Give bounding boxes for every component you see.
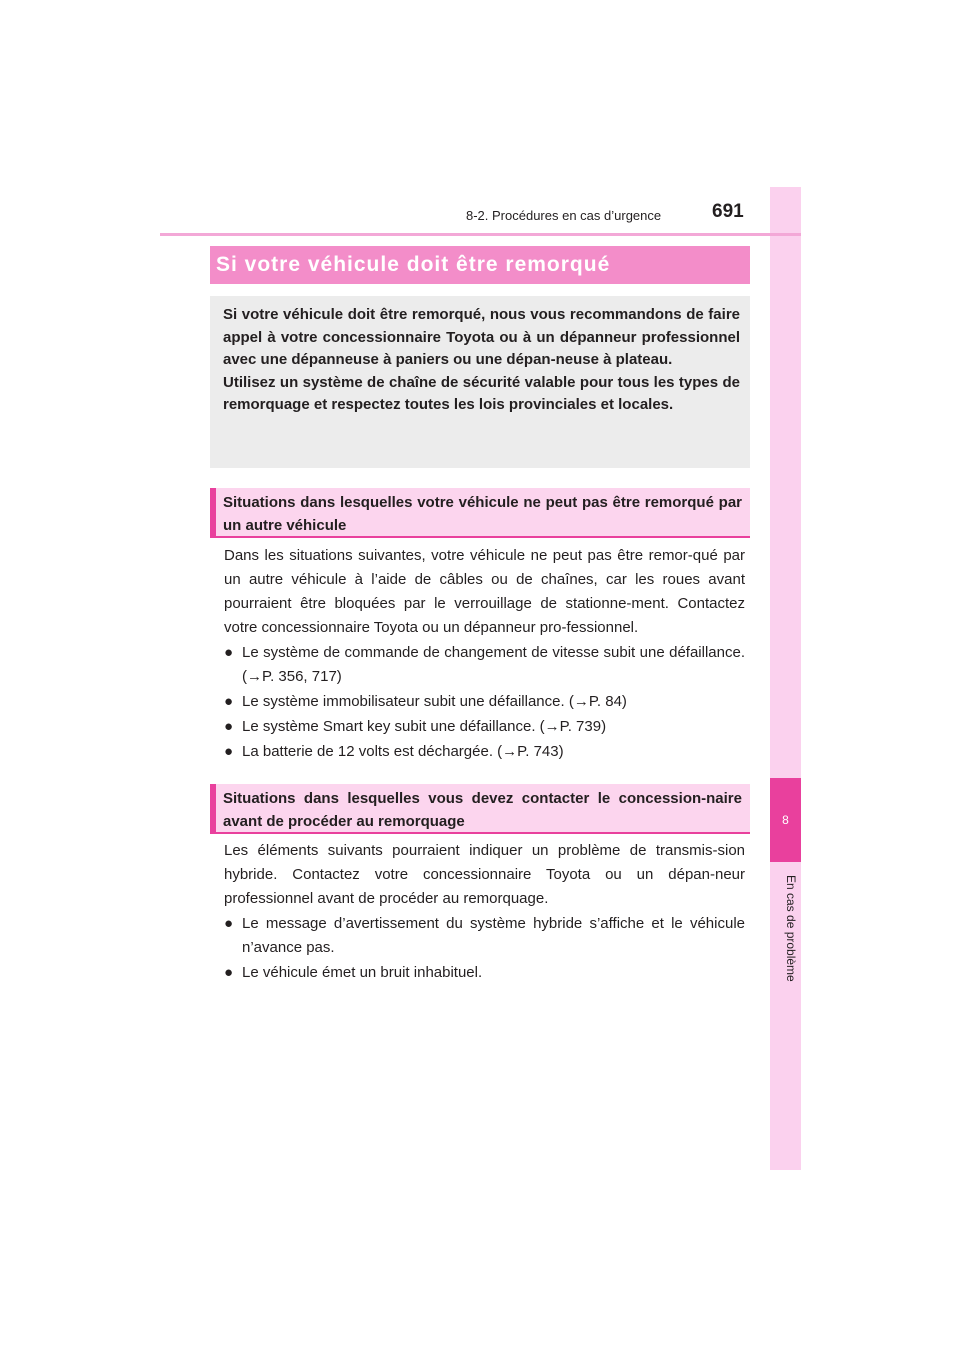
page-title: Si votre véhicule doit être remorqué [210,246,750,284]
list-item: ● Le système Smart key subit une défaillance. (→P. 739) [224,715,745,739]
bullet-list-1 [224,641,745,764]
intro-paragraph-2: Utilisez un système de chaîne de sécurité valable pour tous les types de remorquage et respectez toutes les lois provinciales et locales. [223,373,740,413]
bullet-icon: ● [224,964,234,981]
header-rule [160,233,801,236]
subsection-body-2 [224,839,745,985]
bullet-icon: ● [224,743,234,760]
list-item: ● Le système de commande de changement de vitesse subit une défaillance. (→P. 356, 717) [224,641,745,689]
list-item: ● Le système immobilisateur subit une défaillance. (→P. 84) [224,690,745,714]
running-header: 8-2. Procédures en cas d’urgence [466,208,662,223]
bullet-icon: ● [224,644,234,661]
list-item: ● Le message d’avertissement du système hybride s’affiche et le véhicule n’avance pas. [224,912,745,960]
subsection-heading-1: Situations dans lesquelles votre véhicule ne peut pas être remorqué par un autre véhicule [210,488,750,538]
chapter-number-tab: 8 [770,778,801,862]
subsection-2-text: Les éléments suivants pourraient indiquer un problème de transmis-sion hybride. Contactez votre concessionnaire Toyota ou un dépan-neur professionnel avant de procéder au remorquage. [224,842,745,907]
subsection-body-1 [224,544,745,764]
list-item: ● Le véhicule émet un bruit inhabituel. [224,961,745,985]
chapter-label: En cas de problème [784,875,798,982]
list-item: ● La batterie de 12 volts est déchargée. (→P. 743) [224,740,745,764]
subsection-1-text: Dans les situations suivantes, votre véhicule ne peut pas être remor-qué par un autre véhicule à l’aide de câbles ou de chaînes, car les roues avant pourraient être bloquées par le verrouillage de stationne-ment. Contactez votre concessionnaire Toyota ou un dépanneur pro-fessionnel. [224,547,745,636]
bullet-icon: ● [224,693,234,710]
subsection-heading-2: Situations dans lesquelles vous devez contacter le concession-naire avant de procéder au remorquage [210,784,750,834]
bullet-icon: ● [224,915,234,932]
bullet-list-2 [224,912,745,985]
intro-box [210,296,750,468]
page-number: 691 [712,201,744,222]
intro-paragraph-1: Si votre véhicule doit être remorqué, nous vous recommandons de faire appel à votre concessionnaire Toyota ou à un dépanneur professionnel avec une dépanneuse à paniers ou une dépan-neuse à plateau. [223,306,740,368]
bullet-icon: ● [224,718,234,735]
